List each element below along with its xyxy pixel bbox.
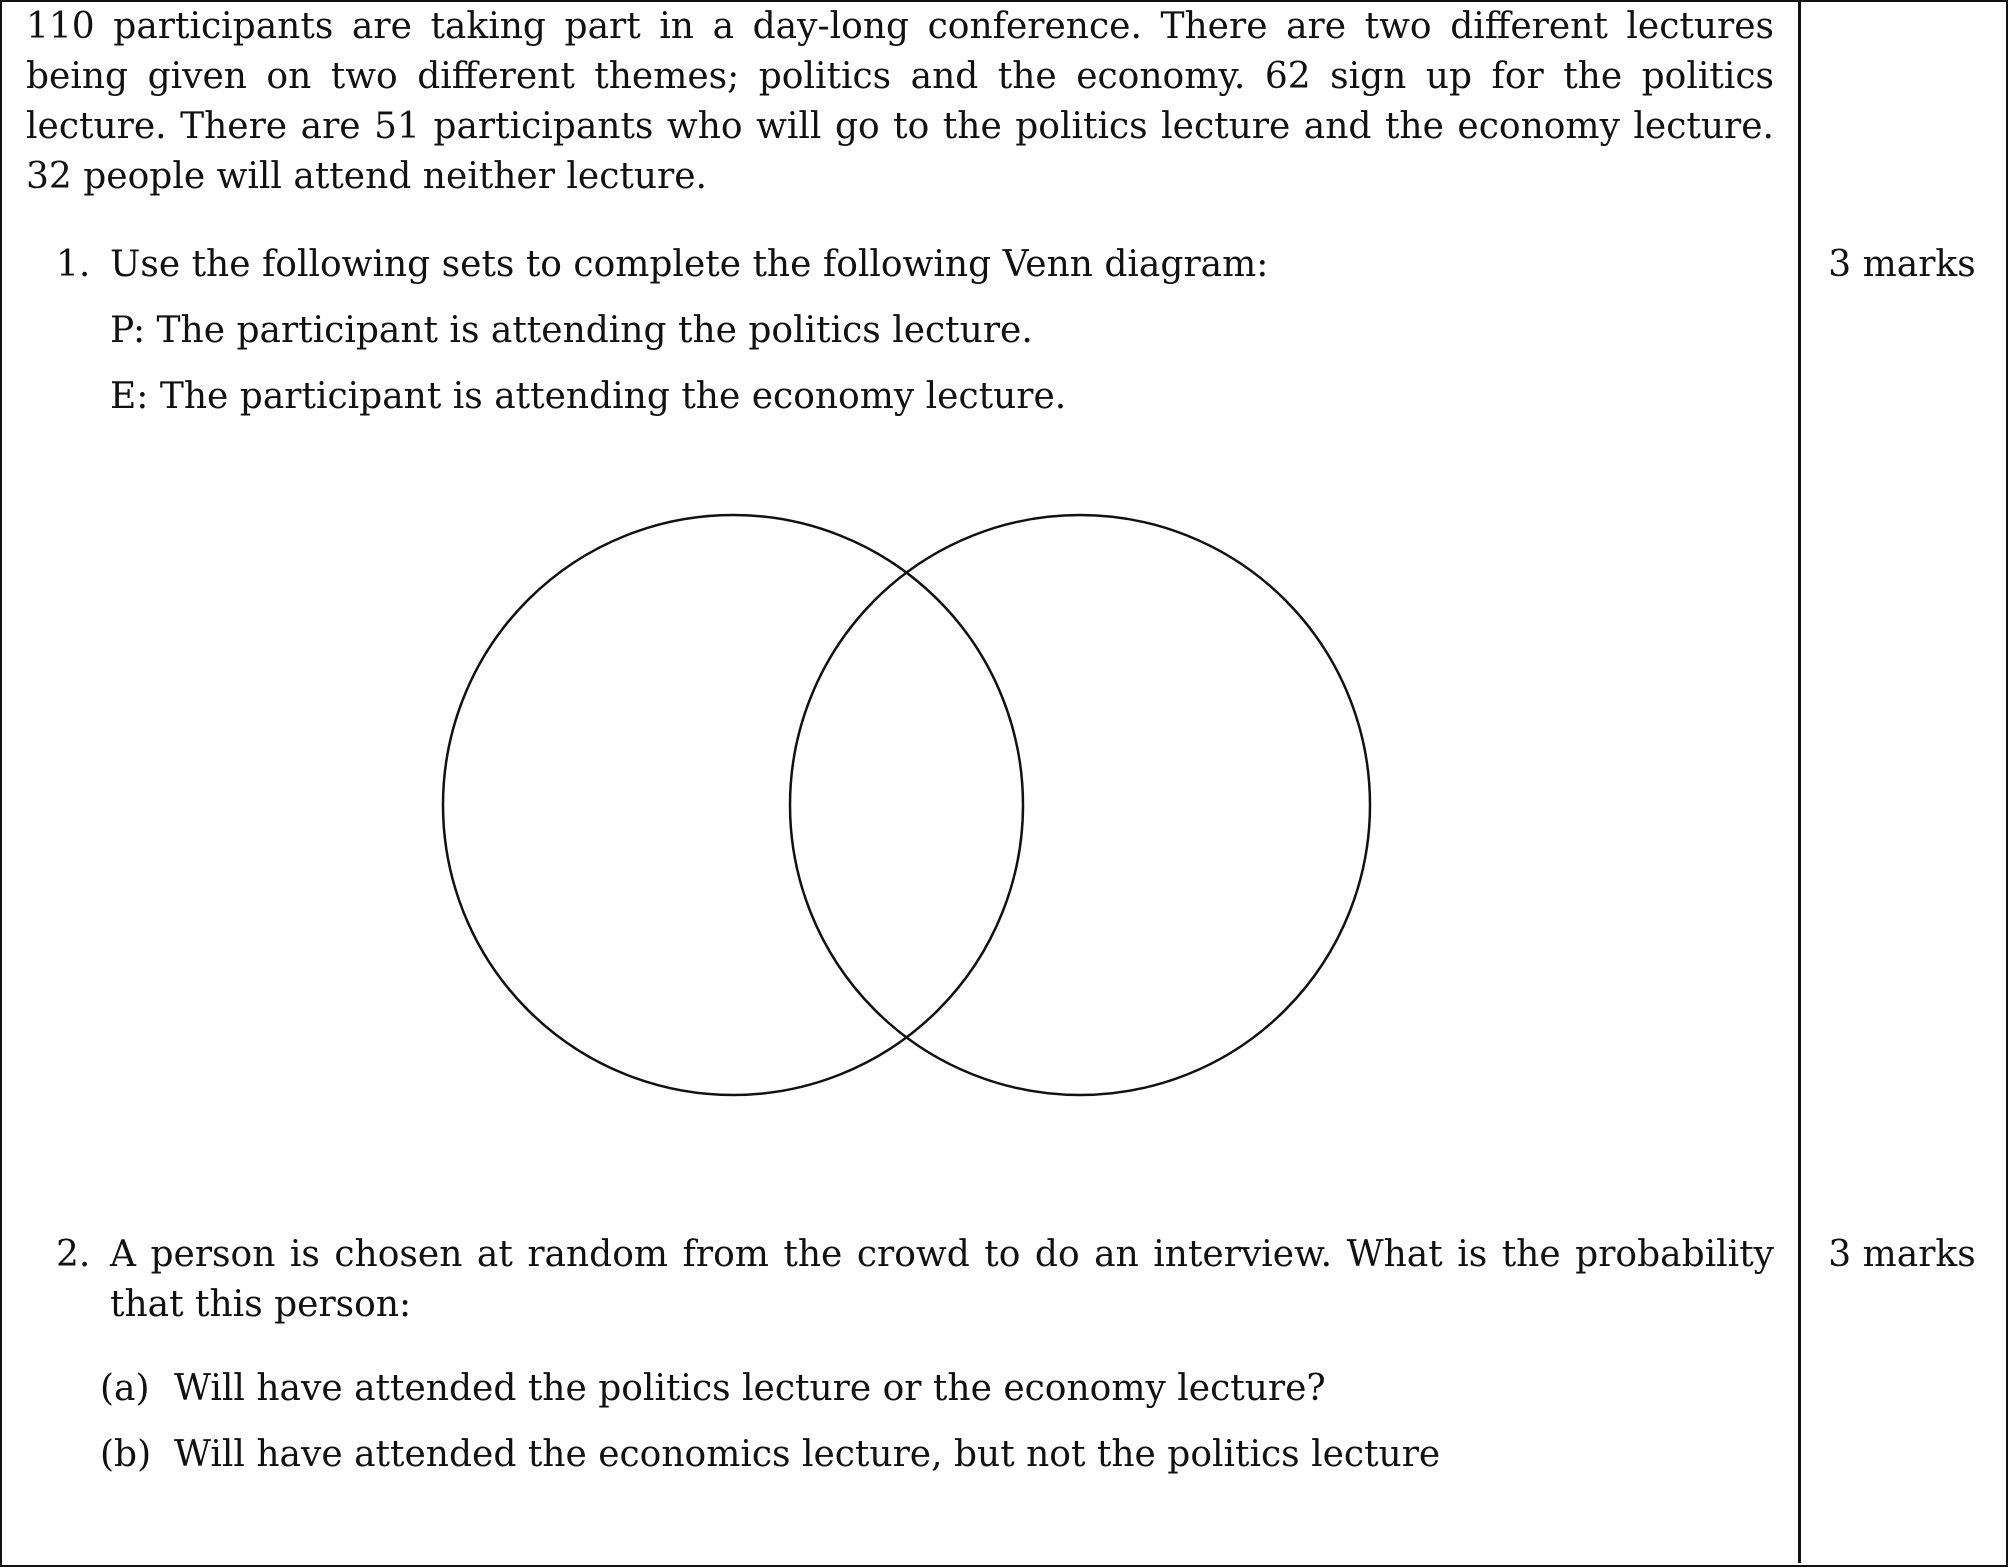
set-e-definition: E: The participant is attending the economy lecture. <box>110 376 1067 417</box>
question-2-prompt: A person is chosen at random from the crowd to do an interview. What is the probability that this person: <box>110 1234 1774 1325</box>
venn-circle-right <box>790 515 1370 1095</box>
intro-paragraph: 110 participants are taking part in a day-long conference. There are two different lectures being given on two different themes; politics and the economy. 62 sign up for the politics lecture. There are 51 participants who will go to the politics lecture and the economy lecture. 32 people will attend neither lecture. <box>26 6 1774 197</box>
question-1-marks: 3 marks <box>1828 244 1976 285</box>
question-2-marks: 3 marks <box>1828 1234 1976 1275</box>
part-b-text: Will have attended the economics lecture, but not the politics lecture <box>174 1434 1441 1475</box>
question-1-prompt: Use the following sets to complete the following Venn diagram: <box>110 244 1269 285</box>
part-a-label: (a) <box>100 1368 150 1409</box>
question-1-number: 1. <box>56 244 91 285</box>
question-2-number: 2. <box>56 1234 91 1275</box>
part-b-label: (b) <box>100 1434 152 1475</box>
set-p-definition: P: The participant is attending the politics lecture. <box>110 310 1033 351</box>
venn-circle-left <box>443 515 1023 1095</box>
part-a-text: Will have attended the politics lecture or the economy lecture? <box>174 1368 1326 1409</box>
